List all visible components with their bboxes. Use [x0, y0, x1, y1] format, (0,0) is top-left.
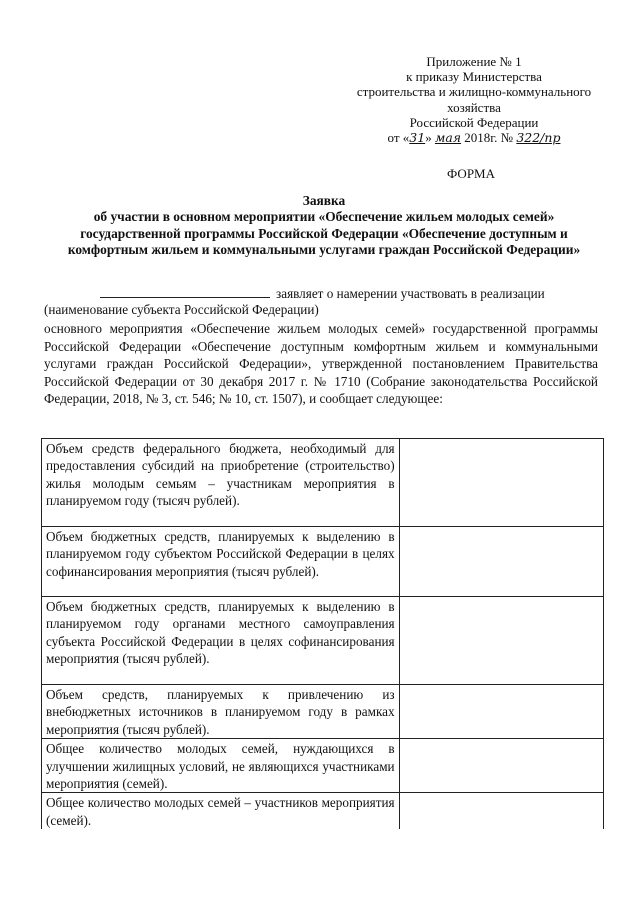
table-row — [42, 793, 604, 829]
title-subheading: об участии в основном мероприятии «Обеспечение жильем молодых семей» государственной программы Российской Федерации «Обеспечение доступным и комфортным жильем и коммунальными услугами граждан Российской Федерации» — [67, 209, 581, 258]
order-number: 322/пр — [516, 130, 561, 146]
row-value-cell[interactable] — [399, 527, 603, 597]
intro-paragraph: основного мероприятия «Обеспечение жильем молодых семей» государственной программы Российской Федерации «Обеспечение доступным комфортным жильем и коммунальными услугами граждан Российской Федерации», утвержденной постановлением Правительства Российской Федерации от 30 декабря 2017 г. № 1710 (Собрание законодательства Российской Федерации, 2018, № 3, ст. 546; № 10, ст. 1507), и сообщает следующее: — [44, 321, 598, 406]
declaration-text: заявляет о намерении участвовать в реализации — [276, 286, 545, 301]
title-heading: Заявка — [302, 193, 346, 208]
order-year: 2018 — [464, 130, 491, 146]
table-row — [42, 597, 604, 685]
table-row — [42, 739, 604, 793]
row-label: Объем средств, планируемых к привлечению из внебюджетных источников в планируемом году в рамках мероприятия (тысяч рублей). — [42, 685, 400, 739]
subject-name-blank[interactable] — [100, 285, 270, 298]
annex-line: Российской Федерации — [409, 114, 539, 130]
table-row — [42, 527, 604, 597]
document-title — [44, 193, 604, 259]
row-label: Объем бюджетных средств, планируемых к выделению в планируемом году субъектом Российской Федерации в целях софинансирования мероприятия (тысяч рублей). — [42, 527, 400, 597]
annex-line: строительства и жилищно-коммунального — [356, 84, 592, 100]
row-label: Общее количество молодых семей – участников мероприятия (семей). — [42, 793, 400, 829]
annex-line: хозяйства — [447, 99, 501, 115]
table-row — [42, 685, 604, 739]
row-value-cell[interactable] — [399, 793, 603, 829]
order-month: мая — [434, 130, 462, 146]
order-reference — [352, 130, 596, 145]
order-mid: » — [425, 130, 432, 146]
form-label: ФОРМА — [447, 166, 495, 181]
order-day: 31 — [409, 130, 426, 146]
row-value-cell[interactable] — [399, 439, 603, 527]
row-label: Общее количество молодых семей, нуждающихся в улучшении жилищных условий, не являющихся участниками мероприятия (семей). — [42, 739, 400, 793]
table-row — [42, 439, 604, 527]
row-value-cell[interactable] — [399, 597, 603, 685]
row-label: Объем бюджетных средств, планируемых к выделению в планируемом году органами местного самоуправления субъекта Российской Федерации в целях софинансирования мероприятия (тысяч рублей). — [42, 597, 400, 685]
row-label: Объем средств федерального бюджета, необходимый для предоставления субсидий на приобретение (строительство) жилья молодым семьям – участникам мероприятия в планируемом году (тысяч рублей). — [42, 439, 400, 527]
annex-line: к приказу Министерства — [406, 69, 542, 85]
order-prefix: от « — [387, 130, 410, 146]
row-value-cell[interactable] — [399, 685, 603, 739]
declaration-line — [100, 285, 545, 302]
annex-line: Приложение № 1 — [426, 54, 522, 69]
subject-hint: (наименование субъекта Российской Федерации) — [44, 302, 319, 317]
order-no-label: г. № — [490, 130, 514, 146]
application-table — [41, 438, 604, 829]
annex-header — [352, 54, 596, 145]
row-value-cell[interactable] — [399, 739, 603, 793]
